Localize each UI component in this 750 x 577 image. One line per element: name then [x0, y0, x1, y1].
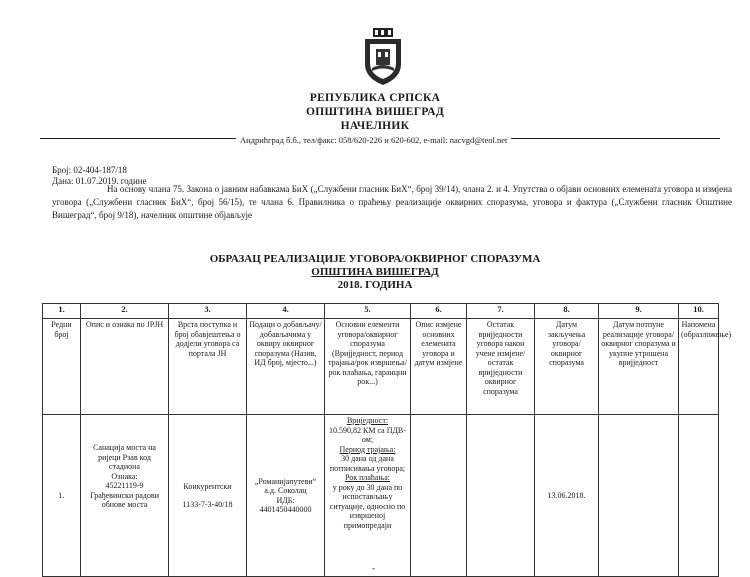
- column-header: Подаци о добављачу/ добављачима у оквиру оквирног споразума (Назив, ИД број, мјесто...): [247, 319, 325, 415]
- column-header: Остатак вријједности уговора након учене измјене/ остатак вријједности оквирног споразума: [467, 319, 535, 415]
- col-number: 5.: [325, 304, 411, 319]
- period-label: Период трајања:: [339, 444, 396, 454]
- column-header: Редни број: [43, 319, 81, 415]
- form-title: ОБРАЗАЦ РЕАЛИЗАЦИЈЕ УГОВОРА/ОКВИРНОГ СПОРАЗУМА: [209, 253, 541, 265]
- supplier-id-label: ИДБ:: [276, 495, 295, 505]
- page-mark: -: [372, 563, 375, 573]
- value-label: Вриједност:: [346, 416, 389, 425]
- note-cell: [679, 415, 719, 577]
- contract-elements-cell: [325, 415, 411, 577]
- procedure-cell: [169, 415, 247, 577]
- supplier-id: 4401450440000: [259, 505, 312, 514]
- signed-date-cell: 13.06.2018.: [535, 415, 599, 577]
- column-header: Основни елементи уговора/оквирног споразума (Вријједност, период трајања/рок извршења/рок плаћања, гаранцни рок...): [325, 319, 411, 415]
- period-value: 30 дана од дана потписивања уговора;: [329, 454, 406, 473]
- column-number-row: [43, 304, 719, 319]
- column-header: Напомена (образложење): [679, 319, 719, 415]
- supplier-name: „Романијапутеви“ а.д. Соколац: [254, 476, 317, 495]
- col-number: 8.: [535, 304, 599, 319]
- column-header-row: [43, 319, 719, 415]
- col-number: 9.: [599, 304, 679, 319]
- republic-heading: РЕПУБЛИКА СРПСКА: [309, 92, 441, 104]
- row-number: 1.: [43, 415, 81, 577]
- col-number: 4.: [247, 304, 325, 319]
- value-amount: 10.590,82 КМ са ПДВ-ом;: [329, 425, 406, 444]
- payment-value: у року до 30 дана по испостављању ситуације, односно по извршеној примопредаји: [329, 482, 406, 530]
- description-cell: [81, 415, 169, 577]
- payment-label: Рок плаћања:: [344, 473, 391, 482]
- col-number: 1.: [43, 304, 81, 319]
- column-header: Опис и ознака по ЈРЈН: [81, 319, 169, 415]
- office-heading: НАЧЕЛНИК: [340, 120, 410, 132]
- col-number: 6.: [411, 304, 467, 319]
- contract-realization-table: [42, 303, 732, 577]
- table-row: [43, 415, 719, 577]
- form-subtitle-municipality: ОПШТИНА ВИШЕГРАД: [311, 266, 439, 278]
- completion-cell: [599, 415, 679, 577]
- col-number: 3.: [169, 304, 247, 319]
- procedure-type: Конкурентски: [183, 481, 232, 491]
- col-number: 7.: [467, 304, 535, 319]
- description-text: Санација моста на ријеци Рзав код стадиона: [93, 443, 156, 471]
- col-number: 2.: [81, 304, 169, 319]
- procedure-number: 1133-7-3-40/18: [182, 500, 233, 509]
- col-number: 10.: [679, 304, 719, 319]
- contact-line: Андрићград б.б., тел/факс: 058/620-226 и 620-602, e-mail: nacvgd@teol.net: [236, 135, 511, 145]
- document-number: Број: 02-404-187/18: [52, 165, 127, 175]
- column-header: Датум закључења уговора/ оквирног споразума: [535, 319, 599, 415]
- supplier-cell: [247, 415, 325, 577]
- coat-of-arms-emblem: [361, 28, 405, 86]
- document-date: Дана: 01.07.2019. године: [52, 176, 147, 186]
- remaining-value-cell: [467, 415, 535, 577]
- change-cell: [411, 415, 467, 577]
- intro-paragraph: На основу члана 75. Закона о јавним набавкама БиХ („Службени гласник БиХ“, број 39/14), члана 2. и 4. Упутства о објави основних елемената уговора и измјена уговора („Службени гласник БиХ“, број 56/15), те члана 6. Правилника о праћењу реализације оквирних споразума, уговора и фактура („Службени гласник Општине Вишеград“, број 9/18), начелник општине објављује: [52, 184, 732, 220]
- form-subtitle-year: 2018. ГОДИНА: [337, 279, 413, 291]
- code-value: 45221119-9 Грађевински радови обнове моста: [90, 481, 159, 509]
- code-label: Ознака:: [111, 471, 138, 481]
- column-header: Датум потпуне реализације уговора/оквирног споразума и укупне утрошена вријједност: [599, 319, 679, 415]
- column-header: Опис измјене основних елемената уговора и датум измјене: [411, 319, 467, 415]
- column-header: Врста поступка и број обавјештења о додјели уговора са портала ЈН: [169, 319, 247, 415]
- municipality-heading: ОПШТИНА ВИШЕГРАД: [305, 106, 445, 118]
